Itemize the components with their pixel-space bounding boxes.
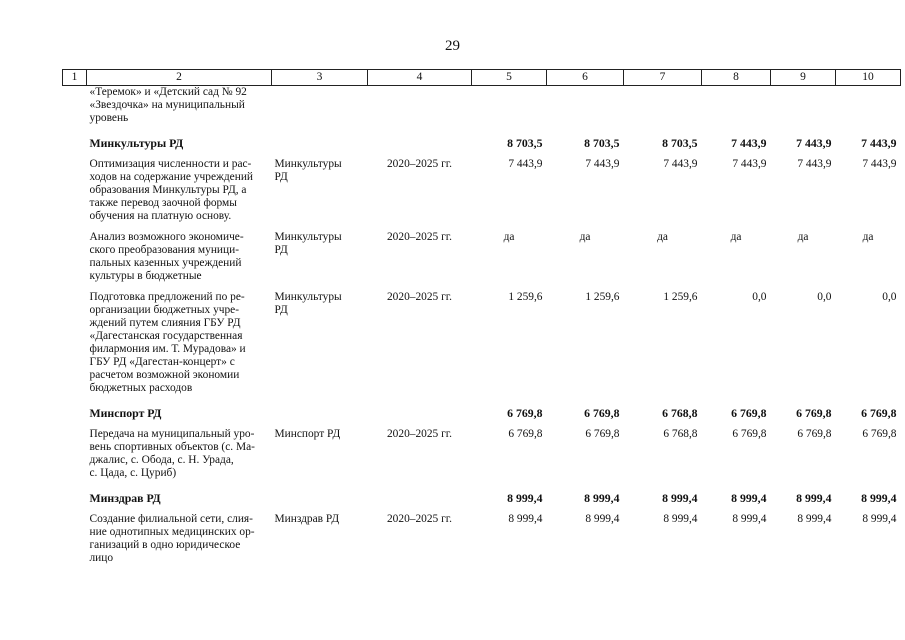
- col1-cell: [63, 513, 87, 573]
- period-cell: [368, 403, 472, 428]
- measure-row: [63, 291, 901, 403]
- measure-value: 1 259,6: [508, 291, 543, 303]
- col1-cell: [63, 428, 87, 488]
- description-line: обучения на платную основу.: [89, 210, 232, 222]
- col1-cell: [63, 403, 87, 428]
- col1-cell: [63, 231, 87, 291]
- measure-value: да: [657, 231, 668, 243]
- executor-line: РД: [274, 304, 288, 316]
- executor-cell: [272, 158, 368, 231]
- header-col-10: 10: [836, 70, 901, 86]
- measure-description-continued: [87, 86, 272, 134]
- measure-value: 6 769,8: [797, 428, 832, 440]
- executor-line: Минздрав РД: [274, 513, 340, 525]
- description-line: культуры в бюджетные: [89, 270, 202, 282]
- executor-cell: [272, 488, 368, 513]
- measure-value: 0,0: [882, 291, 897, 303]
- empty-cell: [472, 86, 547, 134]
- measure-row: [63, 158, 901, 231]
- executor-line: РД: [274, 171, 288, 183]
- measure-value: да: [579, 231, 591, 243]
- measure-value: 6 769,8: [862, 428, 897, 440]
- measure-value: 8 999,4: [585, 513, 620, 525]
- measure-value: 6 769,8: [508, 428, 543, 440]
- section-total-value: 6 769,8: [861, 406, 897, 420]
- section-total-value: 8 999,4: [507, 491, 543, 505]
- measure-value: 7 443,9: [862, 158, 897, 170]
- header-row: [63, 70, 901, 86]
- section-title: Минздрав РД: [89, 491, 161, 505]
- section-total-value: 7 443,9: [731, 136, 767, 150]
- executor-cell: [272, 133, 368, 158]
- measure-description: [87, 231, 272, 291]
- header-col-3: 3: [272, 70, 368, 86]
- table-body: [63, 86, 901, 574]
- description-line: уровень: [89, 112, 129, 124]
- description-line: вень спортивных объектов (с. Ма-: [89, 441, 255, 453]
- description-line: Подготовка предложений по ре-: [89, 291, 245, 303]
- section-row: [63, 133, 901, 158]
- header-col-7: 7: [624, 70, 702, 86]
- empty-cell: [702, 86, 771, 134]
- section-total-value: 6 769,8: [731, 406, 767, 420]
- measure-value: 8 999,4: [732, 513, 767, 525]
- continued-row: [63, 86, 901, 134]
- description-line: ходов на содержание учреждений: [89, 171, 254, 183]
- description-line: Создание филиальной сети, слия-: [89, 513, 253, 525]
- description-line: филармония им. Т. Мурадова» и: [89, 343, 246, 355]
- section-total-value: 7 443,9: [796, 136, 832, 150]
- empty-cell: [836, 86, 901, 134]
- executor-line: РД: [274, 244, 288, 256]
- section-total-value: 8 999,4: [584, 491, 620, 505]
- measure-value: 6 769,8: [585, 428, 620, 440]
- section-total-value: 8 999,4: [861, 491, 897, 505]
- description-line: ждений путем слияния ГБУ РД: [89, 317, 241, 329]
- executor-cell: [272, 403, 368, 428]
- header-col-9: 9: [771, 70, 836, 86]
- description-line: расчетом возможной экономии: [89, 369, 240, 381]
- measure-value: 7 443,9: [797, 158, 832, 170]
- description-line: ского преобразования муници-: [89, 244, 239, 256]
- section-total-value: 8 703,5: [584, 136, 620, 150]
- section-total-value: 8 703,5: [507, 136, 543, 150]
- description-line: организации бюджетных учре-: [89, 304, 240, 316]
- header-col-8: 8: [702, 70, 771, 86]
- empty-cell: [547, 86, 624, 134]
- measure-value: 7 443,9: [663, 158, 698, 170]
- description-line: образования Минкультуры РД, а: [89, 184, 247, 196]
- section-title: Минкультуры РД: [89, 136, 184, 150]
- section-total-value: 6 768,8: [662, 406, 698, 420]
- measure-value: 1 259,6: [663, 291, 698, 303]
- description-line: ганизаций в одно юридическое: [89, 539, 241, 551]
- period-cell: 2020–2025 гг.: [386, 428, 452, 440]
- section-total-value: 6 769,8: [796, 406, 832, 420]
- section-total-value: 8 999,4: [662, 491, 698, 505]
- col1-cell: [63, 488, 87, 513]
- executor-cell: [272, 428, 368, 488]
- section-title: Минспорт РД: [89, 406, 162, 420]
- executor-cell: [272, 513, 368, 573]
- description-line: лицо: [89, 552, 114, 564]
- period-cell: 2020–2025 гг.: [386, 513, 452, 525]
- section-total-value: 8 703,5: [662, 136, 698, 150]
- measure-value: 6 768,8: [663, 428, 698, 440]
- measure-description: [87, 428, 272, 488]
- description-line: с. Цада, с. Цуриб): [89, 467, 177, 479]
- measure-value: да: [797, 231, 809, 243]
- header-col-5: 5: [472, 70, 547, 86]
- section-total-value: 8 999,4: [796, 491, 832, 505]
- header-col-2: 2: [87, 70, 272, 86]
- period-cell: 2020–2025 гг.: [386, 158, 452, 170]
- header-col-1: 1: [63, 70, 87, 86]
- section-total-value: 7 443,9: [861, 136, 897, 150]
- description-line: ГБУ РД «Дагестан-концерт» с: [89, 356, 235, 368]
- section-total-value: 6 769,8: [584, 406, 620, 420]
- measure-value: 0,0: [817, 291, 832, 303]
- executor-line: Минкультуры: [274, 231, 342, 243]
- col1-cell: [63, 291, 87, 403]
- section-total-value: 8 999,4: [731, 491, 767, 505]
- description-line: «Теремок» и «Детский сад № 92: [89, 86, 247, 98]
- empty-cell: [272, 86, 368, 134]
- section-row: [63, 488, 901, 513]
- section-total-value: 6 769,8: [507, 406, 543, 420]
- description-line: «Дагестанская государственная: [89, 330, 243, 342]
- measure-value: 7 443,9: [585, 158, 620, 170]
- measure-value: 0,0: [752, 291, 767, 303]
- empty-cell: [368, 86, 472, 134]
- description-line: «Звездочка» на муниципальный: [89, 99, 245, 111]
- section-row: [63, 403, 901, 428]
- measures-table-container: [62, 69, 897, 573]
- period-cell: [368, 133, 472, 158]
- measure-value: 8 999,4: [663, 513, 698, 525]
- measure-row: [63, 231, 901, 291]
- measure-value: да: [730, 231, 742, 243]
- description-line: пальных казенных учреждений: [89, 257, 242, 269]
- header-col-4: 4: [368, 70, 472, 86]
- col1-cell: [63, 133, 87, 158]
- header-col-6: 6: [547, 70, 624, 86]
- measure-value: 6 769,8: [732, 428, 767, 440]
- table-header: [63, 70, 901, 86]
- measure-value: 8 999,4: [862, 513, 897, 525]
- page-number: 29: [445, 38, 460, 54]
- executor-line: Минспорт РД: [274, 428, 341, 440]
- executor-cell: [272, 291, 368, 403]
- measure-description: [87, 513, 272, 573]
- executor-cell: [272, 231, 368, 291]
- measure-row: [63, 513, 901, 573]
- measure-value: да: [862, 231, 874, 243]
- period-cell: 2020–2025 гг.: [386, 291, 452, 303]
- description-line: бюджетных расходов: [89, 382, 193, 394]
- period-cell: [368, 488, 472, 513]
- measure-value: 8 999,4: [508, 513, 543, 525]
- empty-cell: [624, 86, 702, 134]
- measure-value: 1 259,6: [585, 291, 620, 303]
- measure-value: 8 999,4: [797, 513, 832, 525]
- description-line: джалис, с. Обода, с. Н. Урада,: [89, 454, 234, 466]
- empty-cell: [771, 86, 836, 134]
- measure-value: 7 443,9: [508, 158, 543, 170]
- description-line: Передача на муниципальный уро-: [89, 428, 255, 440]
- executor-line: Минкультуры: [274, 291, 342, 303]
- measure-value: да: [503, 231, 515, 243]
- executor-line: Минкультуры: [274, 158, 342, 170]
- measures-table: [62, 69, 901, 573]
- col1-cell: [63, 158, 87, 231]
- measure-row: [63, 428, 901, 488]
- measure-value: 7 443,9: [732, 158, 767, 170]
- description-line: ние однотипных медицинских ор-: [89, 526, 255, 538]
- description-line: также перевод заочной формы: [89, 197, 237, 209]
- description-line: Оптимизация численности и рас-: [89, 158, 252, 170]
- period-cell: 2020–2025 гг.: [386, 231, 452, 243]
- col1-cell: [63, 86, 87, 134]
- description-line: Анализ возможного экономиче-: [89, 231, 244, 243]
- measure-description: [87, 158, 272, 231]
- measure-description: [87, 291, 272, 403]
